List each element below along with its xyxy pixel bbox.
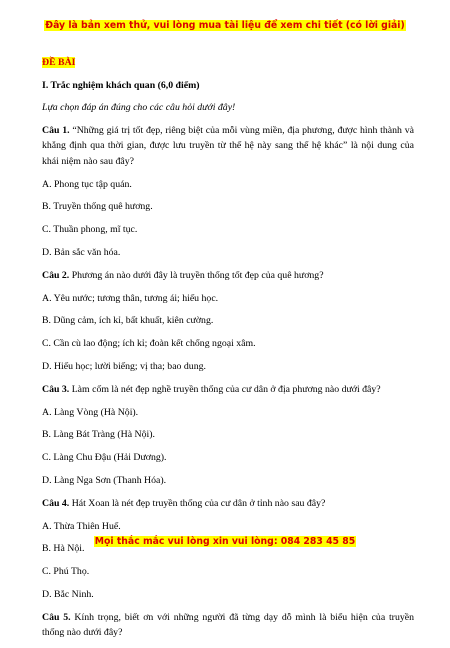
option-2d: D. Hiếu học; lười biếng; vị tha; bao dung.: [42, 360, 206, 372]
question-3: Câu 3. Làm cốm là nét đẹp nghề truyền thống của cư dân ở địa phương nào dưới đây?: [42, 383, 381, 395]
option-1b: B. Truyền thống quê hương.: [42, 201, 153, 213]
question-4: Câu 4. Hát Xoan là nét đẹp truyền thống của cư dân ở tỉnh nào sau đây?: [42, 497, 326, 509]
option-2b: B. Dũng cảm, ích kỉ, bất khuất, kiên cường.: [42, 315, 214, 327]
option-3c: C. Làng Chu Đậu (Hải Dương).: [42, 452, 167, 464]
option-4b: B. Hà Nội.: [42, 543, 85, 555]
question-2: Câu 2. Phương án nào dưới đây là truyền thống tốt đẹp của quê hương?: [42, 269, 324, 281]
page-title: ĐỀ BÀI: [42, 57, 76, 68]
document-body: [42, 55, 414, 648]
option-3d: D. Làng Nga Sơn (Thanh Hóa).: [42, 474, 167, 486]
preview-banner-text: Đây là bản xem thử, vui lòng mua tài liệu để xem chi tiết (có lời giải): [45, 20, 405, 31]
option-1c: C. Thuần phong, mĩ tục.: [42, 224, 138, 236]
option-1d: D. Bản sắc văn hóa.: [42, 246, 121, 258]
contact-banner: [0, 536, 450, 547]
section-heading: I. Trắc nghiệm khách quan (6,0 điểm): [42, 79, 200, 91]
option-2a: A. Yêu nước; tương thân, tương ái; hiếu học.: [42, 292, 219, 304]
option-1a: A. Phong tục tập quán.: [42, 178, 132, 190]
option-4c: C. Phú Thọ.: [42, 566, 90, 578]
option-2c: C. Cần cù lao động; ích kỉ; đoàn kết chống ngoại xâm.: [42, 338, 256, 350]
question-1: Câu 1. “Những giá trị tốt đẹp, riêng biệt của mỗi vùng miền, địa phương, được hình thành và khẳng định qua thời gian, được lưu truyền từ thế hệ này sang thế hệ khác” là nội dung của khái niệm nào sau đây?: [42, 124, 414, 167]
option-3a: A. Làng Vòng (Hà Nội).: [42, 406, 139, 418]
option-4d: D. Bắc Ninh.: [42, 588, 94, 600]
option-4a: A. Thừa Thiên Huế.: [42, 520, 121, 532]
preview-banner: [0, 20, 450, 31]
instruction-text: Lựa chọn đáp án đúng cho các câu hỏi dưới đây!: [42, 102, 236, 114]
question-5: Câu 5. Kính trọng, biết ơn với những người đã từng dạy dỗ mình là biểu hiện của truyền thống nào dưới đây?: [42, 611, 414, 639]
contact-banner-text: Mọi thắc mắc vui lòng xin vui lòng: 084 283 45 85: [94, 536, 356, 547]
option-3b: B. Làng Bát Tràng (Hà Nội).: [42, 429, 155, 441]
